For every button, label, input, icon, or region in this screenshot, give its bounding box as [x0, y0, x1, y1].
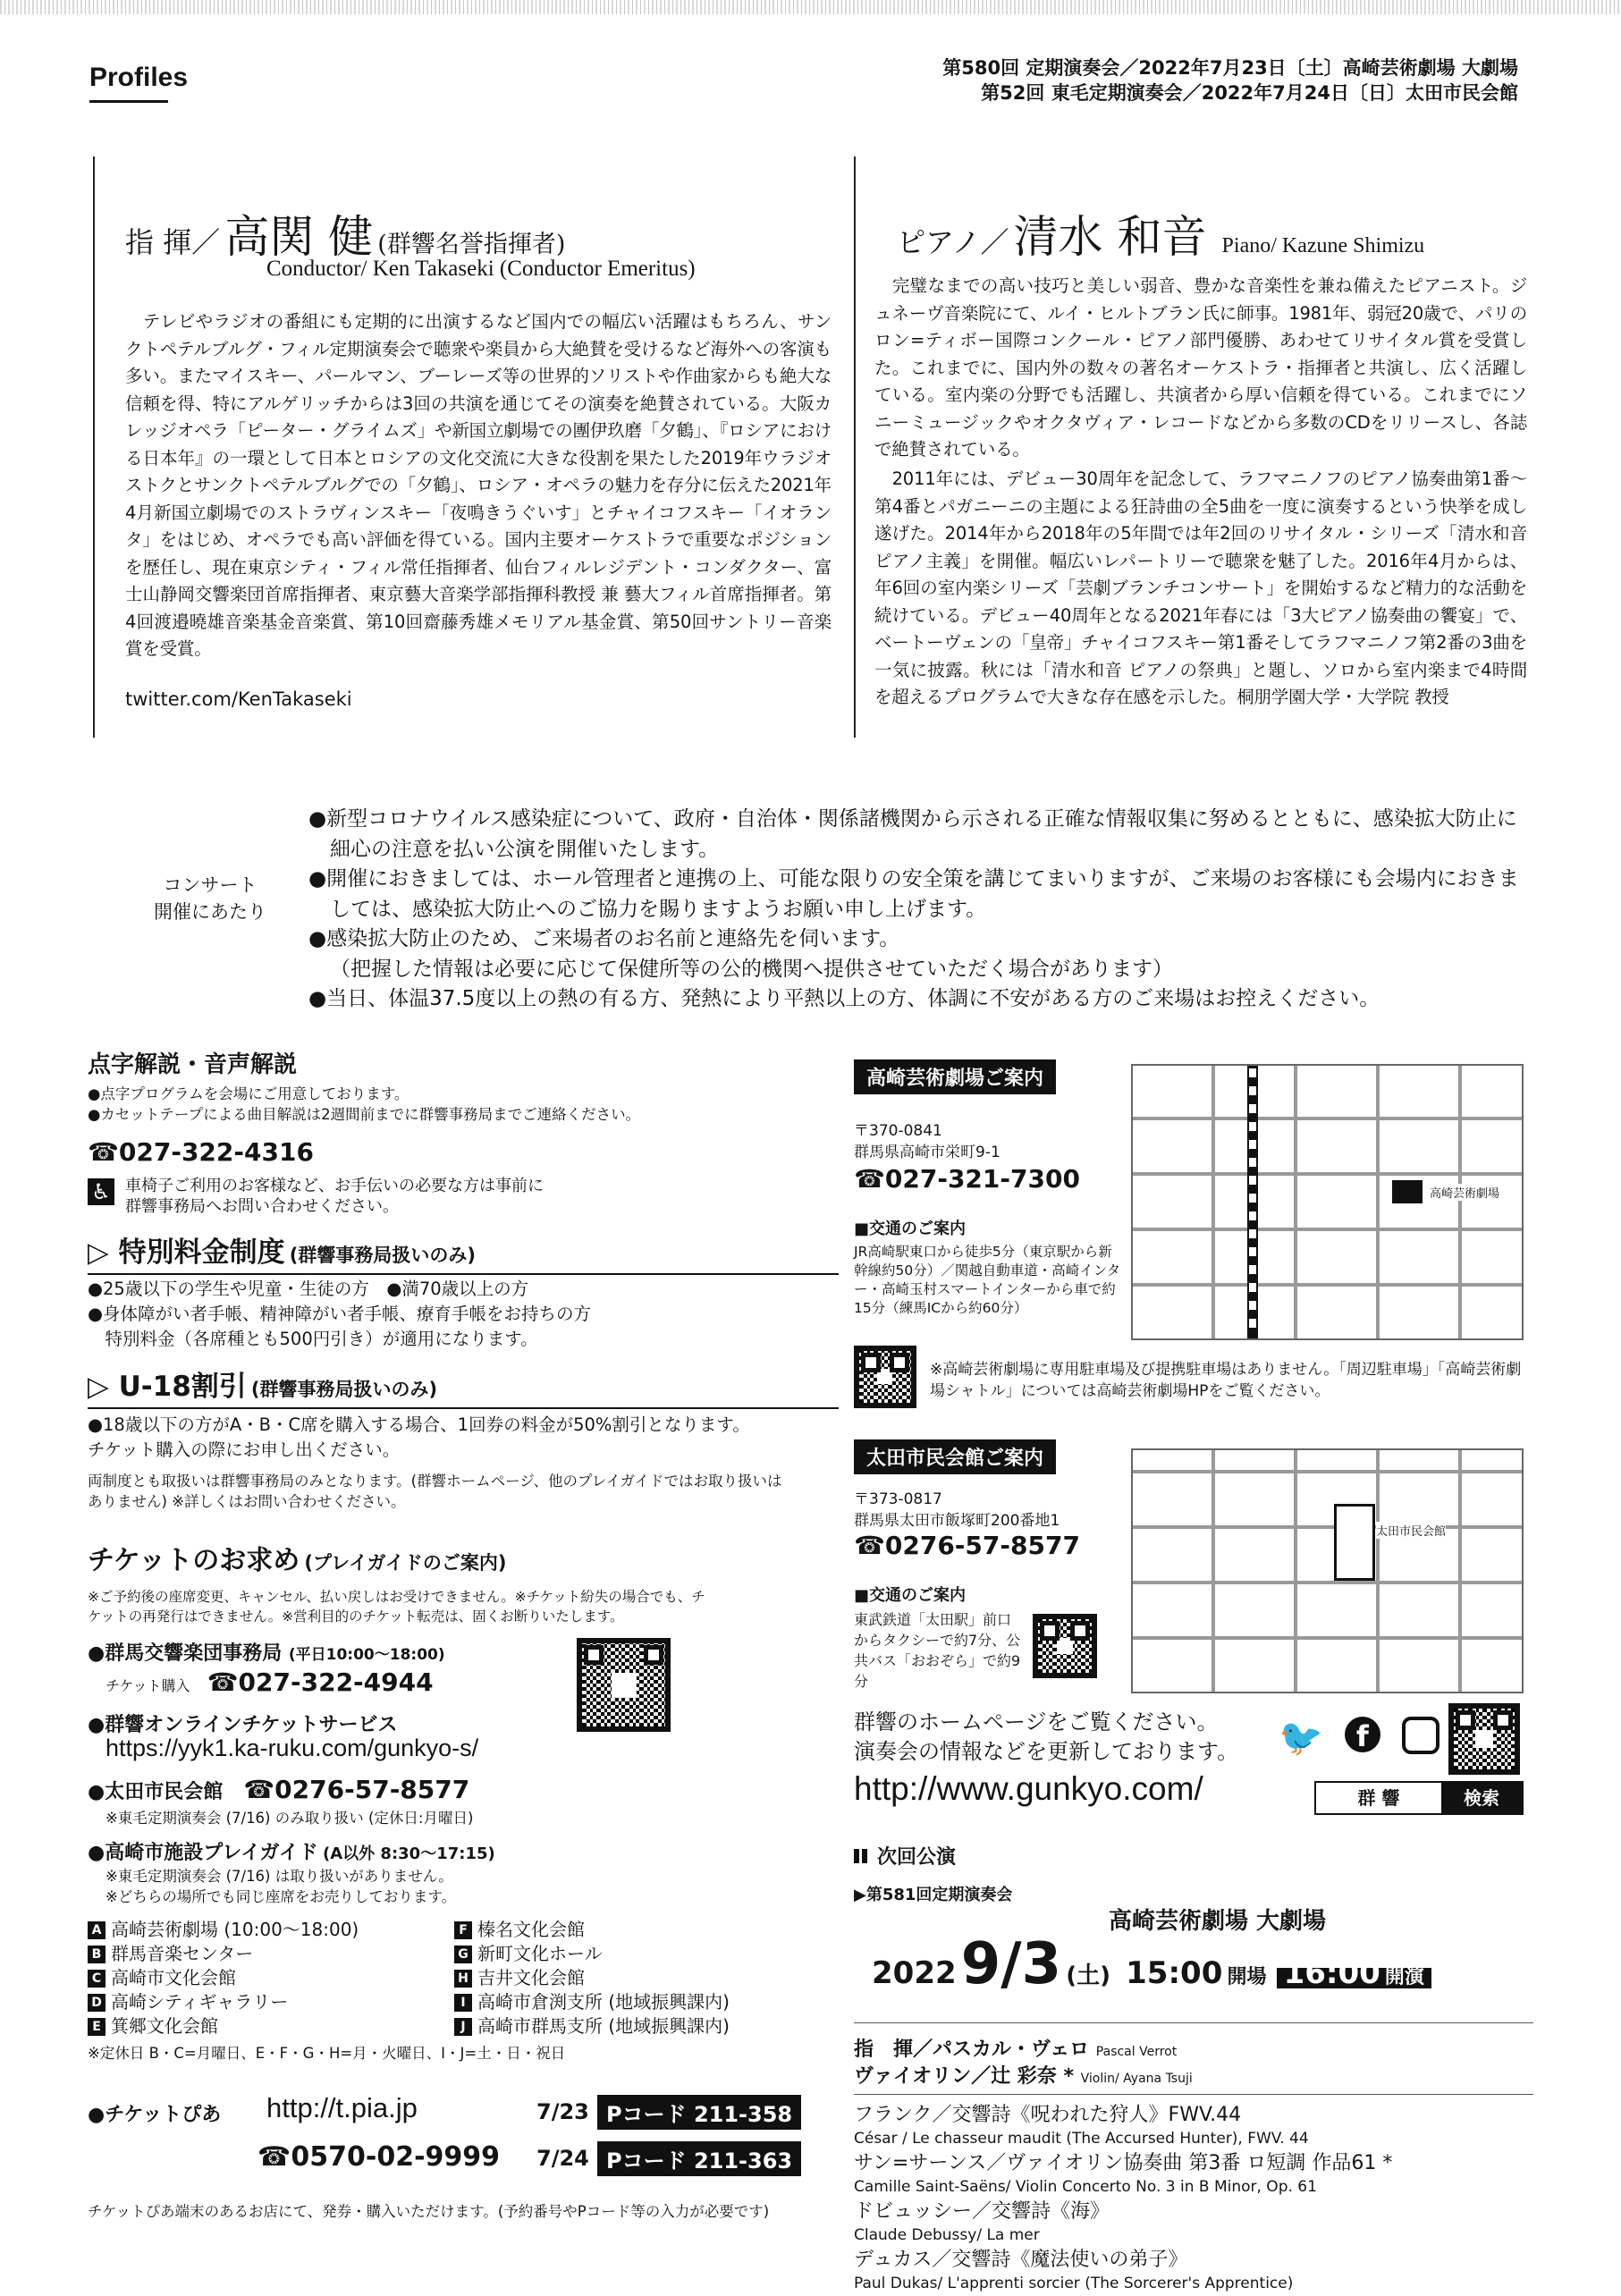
venue-name: 群馬音楽センター [111, 1943, 254, 1964]
venue-item [454, 2014, 830, 2039]
section-title-rule [89, 100, 168, 103]
office-tel[interactable]: ☎027-322-4944 [207, 1667, 434, 1697]
wheelchair-icon: ♿ [88, 1178, 114, 1205]
takasaki-tel[interactable]: ☎027-321-7300 [854, 1164, 1080, 1194]
takasaki-notes [106, 1866, 456, 1907]
office-line [88, 1638, 445, 1666]
notice-item: ●当日、体温37.5度以上の熱の有る方、発熱により平熱以上の方、体調に不安がある方のご来場はお控えください。 [308, 987, 1380, 1010]
u18-heading [88, 1363, 839, 1409]
conductor-title: (群響名誉指揮者) [377, 231, 566, 258]
venue-name: 高崎市群馬支所 (地域振興課内) [477, 2015, 730, 2037]
next-datetime [872, 1931, 1431, 1997]
notice-list [308, 805, 1524, 1015]
takasaki-address: 群馬県高崎市栄町9-1 [854, 1144, 1000, 1161]
search-box[interactable] [1314, 1781, 1524, 1815]
venue-name: 高崎市文化会館 [111, 1967, 236, 1988]
homepage-qr[interactable] [1448, 1703, 1520, 1775]
venue-item [454, 1942, 830, 1966]
tickets-sub: (プレイガイドのご案内) [304, 1552, 507, 1574]
railway-line [1247, 1066, 1258, 1338]
office-label: チケット購入 [106, 1677, 190, 1694]
next-violin-en: Violin/ Ayana Tsuji [1080, 2072, 1193, 2086]
ota-transport: 東武鉄道「太田駅」前口からタクシーで約7分、公共バス「おおぞら」で約9分 [854, 1611, 1021, 1690]
venue-code: H [454, 1970, 472, 1988]
braille-heading: 点字解説・音声解説 [88, 1051, 298, 1078]
ota-hall-tel[interactable]: ☎0276-57-8577 [854, 1531, 1080, 1560]
ota-hall-label: 太田市民会館ご案内 [854, 1439, 1056, 1474]
venue-list-left [88, 1918, 445, 2039]
venue-item [454, 1966, 830, 1990]
section-title: Profiles [89, 63, 189, 92]
profile-left-rule [93, 156, 95, 738]
special-fee-line-2: ●身体障がい者手帳、精神障がい者手帳、療育手帳をお持ちの方 [88, 1304, 592, 1324]
next-concert: ▶第581回定期演奏会 [854, 1886, 1013, 1904]
next-rule-2 [854, 2094, 1533, 2095]
venue-name: 高崎シティギャラリー [111, 1991, 289, 2013]
notice-item: ●感染拡大防止のため、ご来場者のお名前と連絡先を伺います。 [308, 927, 900, 950]
next-heading-text: 次回公演 [877, 1846, 957, 1869]
venue-name: 吉井文化会館 [477, 1967, 585, 1988]
venue-code: F [454, 1921, 472, 1939]
program-en: Claude Debussy/ La mer [854, 2226, 1040, 2244]
next-dow: (土) [1066, 1963, 1111, 1989]
instagram-icon[interactable] [1402, 1717, 1439, 1754]
social-icons [1279, 1717, 1439, 1759]
venue-code: J [454, 2018, 472, 2036]
venue-name: 榛名文化会館 [477, 1919, 585, 1940]
special-fee-sub: (群響事務局扱いのみ) [289, 1245, 476, 1266]
next-heading [854, 1842, 956, 1870]
venue-item [88, 1918, 445, 1942]
conductor-english: Conductor/ Ken Takaseki (Conductor Emeritus) [266, 257, 696, 281]
u18-title: ▷ U-18割引 [88, 1371, 247, 1403]
braille-line-1: ●点字プログラムを会場にご用意しております。 [88, 1085, 409, 1102]
venue-name: 箕郷文化会館 [111, 2015, 218, 2037]
venue-item [454, 1990, 830, 2014]
ota-hall-address [854, 1489, 1060, 1532]
conductor-role: 指 揮／ [125, 225, 221, 259]
office-hours: (平日10:00〜18:00) [288, 1646, 445, 1664]
tickets-heading [88, 1538, 506, 1577]
concert-line-2: 第52回 東毛定期演奏会／2022年7月24日〔日〕太田市民会館 [981, 82, 1518, 104]
pianist-bio-1: 完璧なまでの高い技巧と美しい弱音、豊かな音楽性を兼ね備えたピアニスト。ジュネーヴ音楽院にて、ルイ・ヒルトブラン氏に師事。1981年、弱冠20歳で、パリのロン=ティボー国際コンクール・ピアノ部門優勝、あわせてリサイタル賞を受賞した。これまでに、国内外の数々の著名オーケストラ・指揮者と共演し、広く活躍している。室内楽の分野でも活躍し、共演者から厚い信頼を得ている。これまでにソニーミュージックやオクタヴィア・レコードなどから多数のCDをリリースし、各誌で絶賛されている。 [874, 275, 1527, 460]
program-ja: サン=サーンス／ヴァイオリン協奏曲 第3番 ロ短調 作品61 * [854, 2152, 1393, 2174]
notice-label-line2: 開催にあたり [154, 901, 266, 923]
takasaki-playguide-line [88, 1837, 495, 1865]
ota-map [1131, 1448, 1524, 1693]
program-item [854, 2248, 1533, 2296]
venue-code: I [454, 1994, 472, 2012]
ota-hall-marker [1334, 1504, 1375, 1581]
takasaki-transport-heading: ■交通のご案内 [854, 1220, 967, 1238]
takasaki-zip: 〒370-0841 [854, 1122, 942, 1140]
conductor-twitter[interactable]: twitter.com/KenTakaseki [125, 688, 352, 710]
takasaki-note-1: ※東毛定期演奏会 (7/16) は取り扱いがありません。 [106, 1868, 453, 1885]
u18-sub: (群響事務局扱いのみ) [250, 1379, 438, 1400]
pia-date-1: 7/23 [536, 2099, 589, 2124]
takasaki-hours: (A以外 8:30〜17:15) [323, 1844, 495, 1863]
pianist-english: Piano/ Kazune Shimizu [1221, 234, 1425, 257]
homepage-line-1: 群響のホームページをご覧ください。 [854, 1709, 1219, 1735]
profile-divider [854, 156, 856, 738]
next-start-box [1277, 1955, 1431, 1991]
wheelchair-note: 車椅子ご利用のお客様など、お手伝いの必要な方は事前に群響事務局へお問い合わせください。 [125, 1177, 544, 1216]
program-en: César / Le chasseur maudit (The Accursed Hunter), FWV. 44 [854, 2130, 1309, 2148]
homepage-url[interactable]: http://www.gunkyo.com/ [854, 1770, 1203, 1807]
takasaki-map [1131, 1064, 1524, 1340]
special-fee-body [88, 1277, 839, 1352]
takasaki-theater-address [854, 1120, 1000, 1163]
next-program [854, 2103, 1533, 2296]
venue-code: B [88, 1946, 106, 1963]
takasaki-label: ●高崎市施設プレイガイド [88, 1842, 318, 1864]
venue-name: 新町文化ホール [477, 1943, 603, 1964]
ota-transport-heading: ■交通のご案内 [854, 1586, 967, 1605]
program-ja: デュカス／交響詩《魔法使いの弟子》 [854, 2249, 1188, 2271]
ota-zip: 〒373-0817 [854, 1490, 942, 1508]
scan-noise [0, 0, 1621, 14]
venue-name: 高崎市倉渕支所 (地域振興課内) [477, 1991, 730, 2013]
notice-label [134, 872, 286, 925]
pia-note: チケットぴあ端末のあるお店にて、発券・購入いただけます。(予約番号やPコード等の入力が必要です) [88, 2203, 770, 2220]
ota-qr[interactable] [1033, 1614, 1097, 1678]
program-ja: フランク／交響詩《呪われた狩人》FWV.44 [854, 2104, 1242, 2126]
u18-note: 両制度とも取扱いは群響事務局のみとなります。(群響ホームページ、他のプレイガイドではお取り扱いはありません) ※詳しくはお問い合わせください。 [88, 1473, 782, 1510]
u18-body: ●18歳以下の方がA・B・C席を購入する場合、1回券の料金が50%割引となります。チケット購入の際にお申し出ください。 [88, 1414, 750, 1460]
venue-item [88, 1990, 445, 2014]
notice-item: ●新型コロナウイルス感染症について、政府・自治体・関係諸機関から示される正確な情報収集に努めるとともに、感染拡大防止に細心の注意を払い公演を開催いたします。 [308, 807, 1517, 861]
next-violin-line [854, 2061, 1193, 2089]
next-date: 9/3 [960, 1931, 1062, 1997]
office-tel-line [106, 1667, 434, 1697]
special-fee-heading [88, 1229, 839, 1275]
tickets-title: チケットのお求め [88, 1545, 300, 1576]
takasaki-qr[interactable] [854, 1346, 916, 1408]
next-open-label: 開場 [1227, 1966, 1267, 1988]
braille-line-2: ●カセットテープによる曲目解説は2週間前までに群響事務局までご連絡ください。 [88, 1106, 641, 1123]
notice-label-line1: コンサート [163, 874, 258, 896]
next-icon [854, 1849, 868, 1863]
next-violin: ヴァイオリン／辻 彩奈 * [854, 2065, 1074, 2088]
pia-date-2: 7/24 [536, 2146, 589, 2171]
venue-item [88, 1966, 445, 1990]
twitter-icon[interactable]: 🐦 [1279, 1718, 1323, 1759]
program-item [854, 2199, 1533, 2248]
venue-code: C [88, 1970, 106, 1988]
takasaki-parking-note: ※高崎芸術劇場に専用駐車場及び提携駐車場はありません。「周辺駐車場」「高崎芸術劇場シャトル」については高崎芸術劇場HPをご覧ください。 [930, 1361, 1522, 1400]
concert-line-1: 第580回 定期演奏会／2022年7月23日〔土〕高崎芸術劇場 大劇場 [942, 57, 1518, 79]
pia-url[interactable]: http://t.pia.jp [266, 2092, 418, 2123]
takasaki-transport: JR高崎駅東口から徒歩5分（東京駅から新幹線約50分）／関越自動車道・高崎インター・高崎玉村スマートインターから車で約15分（練馬ICから約60分） [854, 1244, 1121, 1316]
program-item [854, 2103, 1533, 2151]
program-ja: ドビュッシー／交響詩《海》 [854, 2200, 1110, 2223]
ota-label: ●太田市民会館 [88, 1781, 224, 1803]
takasaki-map-label: 高崎芸術劇場 [1430, 1184, 1499, 1201]
pianist-heading [897, 201, 1424, 266]
pianist-bio-2: 2011年には、デビュー30周年を記念して、ラフマニノフのピアノ協奏曲第1番〜第4番とパガニーニの主題による狂詩曲の全5曲を一度に演奏するという快挙を成し遂げた。2014年から2018年の5年間では年2回のリサイタル・シリーズ「清水和音 ピアノ主義」を開催。幅広いレパートリーで聴衆を魅了した。2016年4月からは、年6回の室内楽シリーズ「芸劇ブランチコンサート」を開始するなど精力的な活動を続けている。デビュー40周年となる2021年春には「3大ピアノ協奏曲の饗宴」で、ベートーヴェンの「皇帝」チャイコフスキー第1番そしてラフマニノフ第2番の3曲を一気に披露。秋には「清水和音 ピアノの祭典」と題し、ソロから室内楽まで4時間を超えるプログラムで大きな存在感を示した。桐朋学園大学・大学院 教授 [874, 468, 1545, 707]
next-conductor-en: Pascal Verrot [1095, 2045, 1178, 2059]
next-year: 2022 [872, 1955, 957, 1991]
venue-holidays: ※定休日 B・C=月曜日、E・F・G・H=月・火曜日、I・J=土・日・祝日 [88, 2045, 566, 2062]
special-fee-title: ▷ 特別料金制度 [88, 1237, 285, 1269]
ota-note: ※東毛定期演奏会 (7/16) のみ取り扱い (定休日:月曜日) [106, 1810, 474, 1827]
venue-code: D [88, 1994, 106, 2012]
special-fee-line-3: 特別料金（各席種とも500円引き）が適用になります。 [88, 1329, 538, 1349]
ota-tel[interactable]: ☎0276-57-8577 [243, 1775, 470, 1804]
venue-code: E [88, 2018, 106, 2036]
notice-item: ●開催におきましては、ホール管理者と連携の上、可能な限りの安全策を講じてまいりますが、ご来場のお客様にも会場内におきましては、感染拡大防止へのご協力を賜りますようお願い申し上げます。 [308, 867, 1519, 921]
pia-code-1: Pコード 211-358 [597, 2095, 801, 2130]
search-input[interactable]: 群 響 [1357, 1787, 1400, 1809]
venue-list-right [454, 1918, 830, 2039]
pianist-name: 清水 和音 [1013, 211, 1207, 263]
program-en: Camille Saint-Saëns/ Violin Concerto No. 3 in B Minor, Op. 61 [854, 2178, 1317, 2196]
venue-name: 高崎芸術劇場 (10:00〜18:00) [111, 1919, 359, 1940]
online-url[interactable]: https://yyk1.ka-ruku.com/gunkyo-s/ [106, 1735, 479, 1761]
special-fee-line-1: ●25歳以下の学生や児童・生徒の方 ●満70歳以上の方 [88, 1279, 529, 1299]
venue-item [454, 1918, 830, 1942]
tickets-note: ※ご予約後の座席変更、キャンセル、払い戻しはお受けできません。※チケット紛失の場合でも、チケットの再発行はできません。※営利目的のチケット転売は、固くお断りいたします。 [88, 1589, 705, 1625]
online-label: ●群響オンラインチケットサービス [88, 1714, 398, 1736]
conductor-name: 高関 健 [224, 211, 374, 263]
next-conductor-line [854, 2034, 1177, 2062]
homepage-intro [854, 1708, 1238, 1767]
search-button[interactable]: 検索 [1441, 1783, 1522, 1813]
facebook-icon[interactable]: f [1345, 1717, 1380, 1752]
program-en: Paul Dukas/ L'apprenti sorcier (The Sorcerer's Apprentice) [854, 2275, 1294, 2292]
next-conductor: 指 揮／パスカル・ヴェロ [854, 2039, 1090, 2061]
next-rule [854, 2022, 1533, 2023]
pia-tel[interactable]: ☎0570-02-9999 [258, 2141, 501, 2173]
braille-notes [88, 1084, 803, 1125]
takasaki-note-2: ※どちらの場所でも同じ座席をお売りしております。 [106, 1888, 457, 1905]
next-venue: 高崎芸術劇場 大劇場 [1109, 1908, 1327, 1935]
braille-tel[interactable]: ☎027-322-4316 [88, 1137, 314, 1167]
ota-ticket-line [88, 1775, 469, 1804]
venue-code: G [454, 1946, 472, 1963]
pia-label: ●チケットぴあ [88, 2104, 222, 2126]
venue-item [88, 2014, 445, 2039]
next-start: 16:00 [1283, 1955, 1380, 1991]
venue-item [88, 1942, 445, 1966]
pia-code-2: Pコード 211-363 [597, 2141, 801, 2176]
venue-code: A [88, 1921, 106, 1939]
next-open: 15:00 [1126, 1955, 1223, 1991]
homepage-line-2: 演奏会の情報などを更新しております。 [854, 1739, 1239, 1764]
ota-address: 群馬県太田市飯塚町200番地1 [854, 1512, 1060, 1530]
conductor-bio: テレビやラジオの番組にも定期的に出演するなど国内での幅広い活躍はもちろん、サンクトペテルブルグ・フィル定期演奏会で聴衆や楽員から大絶賛を受けるなど海外への客演も多い。またマイスキー、パールマン、ブーレーズ等の世界的ソリストや作曲家からも絶大な信頼を得、特にアルゲリッチからは3回の共演を通じてその演奏を絶賛されている。大阪カレッジオペラ「ピーター・グライムズ」や新国立劇場での團伊玖磨「夕鶴」、『ロシアにおける日本年』の一環として日本とロシアの文化交流に大きな役割を果たした2019年ウラジオストクとサンクトペテルブルグでの「夕鶴」、ロシア・オペラの魅力を存分に伝えた2021年4月新国立劇場でのストラヴィンスキー「夜鳴きうぐいす」とチャイコフスキー「イオランタ」をはじめ、オペラでも高い評価を得ている。国内主要オーケストラで重要なポジションを歴任し、現在東京シティ・フィル常任指揮者、仙台フィルレジデント・コンダクター、富士山静岡交響楽団首席指揮者、東京藝大音楽学部指揮科教授 兼 藝大フィル首席指揮者。第4回渡邉曉雄音楽基金音楽賞、第10回齋藤秀雄メモリアル基金賞、第50回サントリー音楽賞を受賞。 [125, 311, 832, 659]
theater-marker [1392, 1180, 1423, 1203]
takasaki-theater-label: 高崎芸術劇場ご案内 [854, 1059, 1056, 1094]
program-item [854, 2151, 1533, 2199]
pianist-role: ピアノ／ [897, 225, 1009, 259]
notice-item: （把握した情報は必要に応じて保健所等の公的機関へ提供させていただく場合があります） [330, 957, 1173, 981]
online-ticket-qr[interactable] [577, 1638, 671, 1732]
ota-map-label: 太田市民会館 [1376, 1522, 1446, 1539]
next-start-label: 開演 [1384, 1966, 1424, 1988]
office-name: ●群馬交響楽団事務局 [88, 1642, 283, 1665]
